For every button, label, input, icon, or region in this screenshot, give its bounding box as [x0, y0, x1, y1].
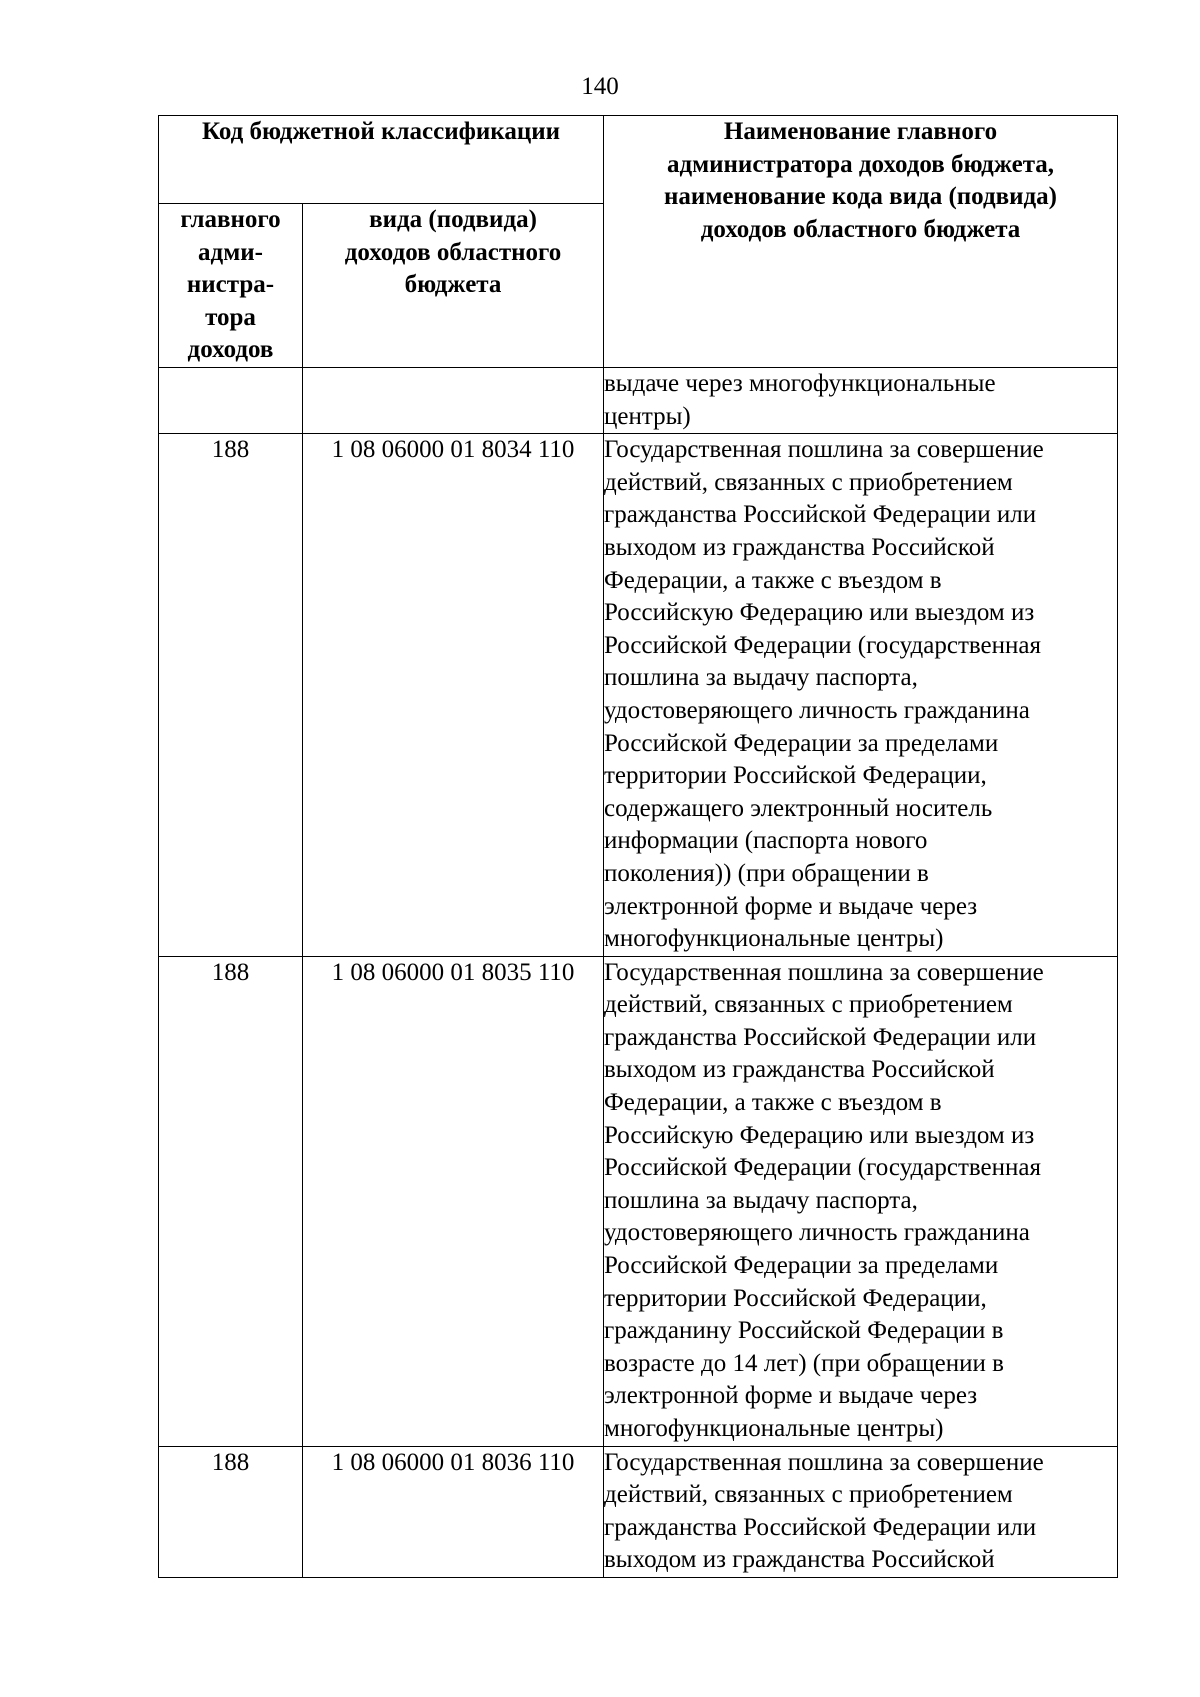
revenue-name-line: Государственная пошлина за совершение: [604, 958, 1044, 986]
revenue-name-line: действий, связанных с приобретением: [604, 1481, 1013, 1509]
header-name-line: наименование кода вида (подвида): [664, 183, 1057, 211]
revenue-name-line: информации (паспорта нового: [604, 827, 928, 855]
table-body: [159, 368, 1118, 1578]
revenue-name-line: электронной форме и выдаче через: [604, 1382, 978, 1410]
revenue-name-line: гражданства Российской Федерации или: [604, 501, 1037, 529]
admin-code-cell: 188: [159, 956, 303, 1446]
revenue-name-line: Российской Федерации за пределами: [604, 1252, 999, 1280]
revenue-name-line: поколения)) (при обращении в: [604, 859, 929, 887]
revenue-name-line: выходом из гражданства Российской: [604, 533, 995, 561]
header-code-line: доходов областного: [344, 238, 562, 266]
revenue-name-line: выдаче через многофункциональные: [604, 370, 996, 397]
revenue-name-line: Федерации, а также с въездом в: [604, 1089, 942, 1117]
revenue-name-line: центры): [604, 402, 691, 430]
revenue-name-line: выходом из гражданства Российской: [604, 1546, 995, 1574]
revenue-name-line: гражданину Российской Федерации в: [604, 1317, 1004, 1345]
revenue-name-line: выходом из гражданства Российской: [604, 1056, 995, 1084]
header-admin-line: доходов: [187, 336, 274, 364]
revenue-name-line: Российской Федерации (государственная: [604, 1154, 1041, 1182]
table-header-row: [159, 116, 1118, 204]
revenue-name-line: Российскую Федерацию или выездом из: [604, 1121, 1035, 1149]
revenue-name-line: территории Российской Федерации,: [604, 1284, 987, 1312]
revenue-name-cell: [604, 956, 1118, 1446]
revenue-name-line: содержащего электронный носитель: [604, 794, 993, 822]
admin-code-cell: 188: [159, 1446, 303, 1577]
header-name-line: доходов областного бюджета: [700, 215, 1021, 243]
revenue-name-line: Российской Федерации за пределами: [604, 729, 999, 757]
header-name-column: [604, 116, 1118, 368]
table-row: [159, 956, 1118, 1446]
revenue-name-line: Российской Федерации (государственная: [604, 631, 1041, 659]
table-row: [159, 368, 1118, 434]
header-admin-line: нистра-: [186, 271, 275, 299]
revenue-name-line: Государственная пошлина за совершение: [604, 436, 1044, 464]
revenue-name-line: удостоверяющего личность гражданина: [604, 1219, 1030, 1247]
revenue-name-cell: [604, 434, 1118, 957]
revenue-name-line: гражданства Российской Федерации или: [604, 1023, 1037, 1051]
page-number: 140: [581, 73, 619, 100]
table-row: [159, 434, 1118, 957]
header-name-line: администратора доходов бюджета,: [666, 150, 1055, 178]
header-admin-column: [159, 204, 303, 368]
header-budget-classification-code: Код бюджетной классификации: [159, 116, 604, 204]
revenue-name-line: Федерации, а также с въездом в: [604, 566, 942, 594]
admin-code-cell: [159, 368, 303, 434]
header-code-column: [303, 204, 604, 368]
revenue-name-line: территории Российской Федерации,: [604, 762, 987, 790]
admin-code-cell: 188: [159, 434, 303, 957]
header-admin-line: тора: [205, 303, 256, 331]
revenue-name-line: многофункциональные центры): [604, 925, 944, 953]
revenue-code-cell: 1 08 06000 01 8034 110: [303, 434, 604, 957]
table-row: [159, 1446, 1118, 1577]
revenue-name-cell: [604, 368, 1118, 434]
revenue-code-cell: 1 08 06000 01 8035 110: [303, 956, 604, 1446]
revenue-name-line: Государственная пошлина за совершение: [604, 1448, 1044, 1476]
revenue-name-line: многофункциональные центры): [604, 1415, 944, 1442]
revenue-name-line: гражданства Российской Федерации или: [604, 1513, 1037, 1541]
revenue-name-line: действий, связанных с приобретением: [604, 991, 1013, 1019]
revenue-name-line: удостоверяющего личность гражданина: [604, 696, 1030, 724]
budget-classification-table: [158, 115, 1118, 1578]
header-name-line: Наименование главного: [723, 118, 998, 145]
revenue-code-cell: 1 08 06000 01 8036 110: [303, 1446, 604, 1577]
header-admin-line: адми-: [198, 238, 263, 266]
revenue-name-line: пошлина за выдачу паспорта,: [604, 664, 918, 692]
revenue-name-line: Российскую Федерацию или выездом из: [604, 599, 1035, 627]
header-admin-line: главного: [180, 206, 281, 233]
revenue-name-line: пошлина за выдачу паспорта,: [604, 1186, 918, 1214]
revenue-code-cell: [303, 368, 604, 434]
revenue-name-cell: [604, 1446, 1118, 1577]
revenue-name-line: возрасте до 14 лет) (при обращении в: [604, 1349, 1004, 1377]
header-code-line: бюджета: [404, 271, 502, 299]
revenue-name-line: электронной форме и выдаче через: [604, 892, 978, 920]
revenue-name-line: действий, связанных с приобретением: [604, 468, 1013, 496]
header-code-line: вида (подвида): [369, 206, 537, 233]
